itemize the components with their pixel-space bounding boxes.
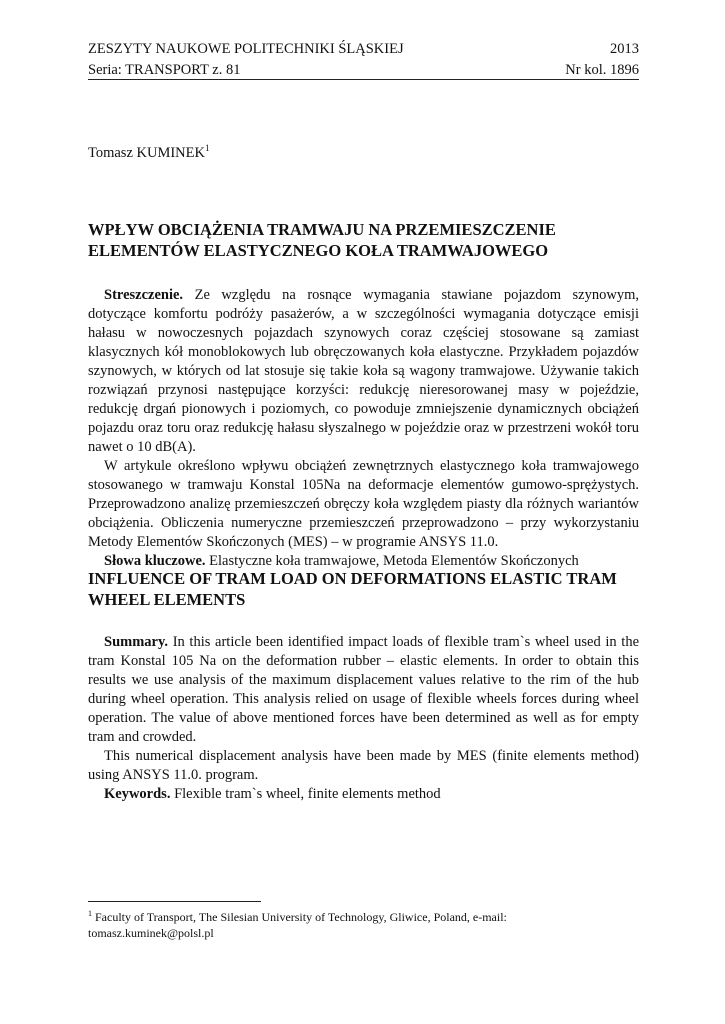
abstract-polish-line: dotyczące komfortu podróży pasażerów, a w szczególności wymagania dotyczące emisji	[88, 306, 639, 322]
abstract-polish-line: W artykule określono wpływu obciążeń zewnętrznych elastycznego koła tramwajowego	[104, 458, 639, 474]
abstract-english	[88, 633, 639, 804]
abstract-polish	[88, 286, 639, 571]
abstract-polish-line: rozwiązań przynosi następujące korzyści: redukcję nieresorowanej masy w pojeździe,	[88, 382, 639, 398]
journal-year: 2013	[610, 41, 639, 57]
author-line	[88, 145, 209, 162]
abstract-polish-line: redukcję drgań pionowych i poziomych, co powoduje zmniejszenie dynamicznych obciążeń	[88, 401, 639, 417]
keywords-english-text: Flexible tram`s wheel, finite elements method	[174, 786, 441, 802]
keywords-polish-label: Słowa kluczowe.	[104, 553, 206, 569]
keywords-polish-text: Elastyczne koła tramwajowe, Metoda Elementów Skończonych	[209, 553, 579, 569]
title-english-line: WHEEL ELEMENTS	[88, 590, 246, 609]
title-polish	[88, 219, 639, 261]
header-rule	[88, 79, 639, 80]
title-english	[88, 568, 639, 610]
keywords-english-label: Keywords.	[104, 786, 171, 802]
abstract-polish-line: pojazdu oraz toru oraz redukcję hałasu słyszalnego w pojeździe oraz w przestrzeni wokół toru	[88, 420, 639, 436]
journal-number: Nr kol. 1896	[565, 62, 639, 78]
abstract-english-line: Summary. In this article been identified impact loads of flexible tram`s wheel used in the	[104, 634, 639, 650]
author-name: Tomasz KUMINEK	[88, 145, 205, 161]
abstract-polish-line: szynowych, w których od lat stosuje się takie koła są wagony tramwajowe. Używanie takich	[88, 363, 639, 379]
running-header-top	[88, 41, 639, 58]
abstract-english-line: operation. The value of above mentioned forces have been determined as well as for empty	[88, 710, 639, 726]
abstract-polish-line: klasycznych kół monoblokowych lub obręczowanych koła elastyczne. Przykładem pojazdów	[88, 344, 639, 360]
abstract-english-line: tram Konstal 105 Na on the deformation rubber – elastic elements. In order to obtain this	[88, 653, 639, 669]
abstract-polish-line: nawet o 10 dB(A).	[88, 439, 196, 455]
keywords-english	[88, 785, 639, 804]
abstract-polish-line: stosowanego w tramwaju Konstal 105Na na deformacje elementów gumowo-sprężystych.	[88, 477, 639, 493]
abstract-polish-line: Metody Elementów Skończonych (MES) – w programie ANSYS 11.0.	[88, 534, 499, 550]
footnote-line: Faculty of Transport, The Silesian University of Technology, Gliwice, Poland, e-mail:	[95, 910, 507, 924]
abstract-english-line: tram and crowded.	[88, 729, 197, 745]
footnote-mark: 1	[88, 909, 92, 918]
abstract-english-line: using ANSYS 11.0. program.	[88, 767, 259, 783]
abstract-english-line: This numerical displacement analysis have been made by MES (finite elements method)	[104, 748, 639, 764]
title-polish-line: WPŁYW OBCIĄŻENIA TRAMWAJU NA PRZEMIESZCZENIE	[88, 220, 556, 239]
running-header-bottom	[88, 62, 639, 79]
abstract-english-line: results we use analysis of the maximum displacement values relative to the rim of the hub	[88, 672, 639, 688]
abstract-polish-line: Streszczenie. Ze względu na rosnące wymagania stawiane pojazdom szynowym,	[104, 287, 639, 303]
title-polish-line: ELEMENTÓW ELASTYCZNEGO KOŁA TRAMWAJOWEGO	[88, 241, 549, 260]
title-english-line: INFLUENCE OF TRAM LOAD ON DEFORMATIONS ELASTIC TRAM	[88, 569, 617, 588]
abstract-english-label: Summary.	[104, 634, 169, 650]
footnote-line: tomasz.kuminek@polsl.pl	[88, 926, 214, 940]
abstract-polish-line: obciążenia. Obliczenia numeryczne przemieszczeń przeprowadzono – przy wykorzystaniu	[88, 515, 639, 531]
footnote-rule	[88, 901, 261, 902]
footnote	[88, 909, 639, 941]
journal-series: Seria: TRANSPORT z. 81	[88, 62, 241, 78]
author-footnote-mark: 1	[204, 143, 210, 154]
abstract-polish-line: Przeprowadzono analizę przemieszczeń obręczy koła względem piasty dla różnych wariantów	[88, 496, 639, 512]
abstract-english-line: during wheel operation. This analysis relied on usage of flexible wheels forces during wheel	[88, 691, 639, 707]
abstract-polish-line: hałasu w nowoczesnych pojazdach szynowych coraz częściej stosowane są zamiast	[88, 325, 639, 341]
journal-name: ZESZYTY NAUKOWE POLITECHNIKI ŚLĄSKIEJ	[88, 41, 404, 57]
abstract-polish-label: Streszczenie.	[104, 287, 184, 303]
